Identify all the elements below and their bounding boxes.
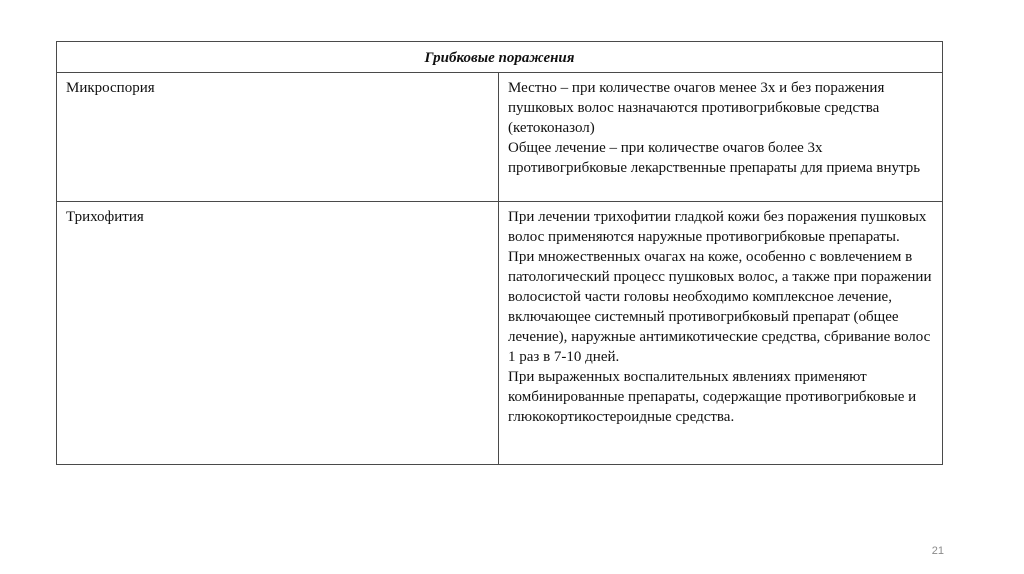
fungal-lesions-table (56, 41, 943, 465)
page-number: 21 (931, 545, 944, 557)
treatment-paragraph: При выраженных воспалительных явлениях применяют комбинированные препараты, содержащие противогрибковые и глюкокортикостероидные средства. (508, 369, 917, 425)
table-row (57, 73, 943, 202)
table-row (57, 202, 943, 465)
disease-cell (57, 73, 499, 202)
table-title: Грибковые поражения (424, 50, 575, 66)
treatment-paragraph: Местно – при количестве очагов менее 3х и без поражения пушковых волос назначаются противогрибковые средства (кетоконазол) (508, 80, 885, 136)
treatment-paragraph: Общее лечение – при количестве очагов более 3х противогрибковые лекарственные препараты для приема внутрь (508, 140, 921, 176)
table-header-row (57, 42, 943, 73)
treatment-cell (499, 73, 943, 202)
treatment-paragraph: При лечении трихофитии гладкой кожи без поражения пушковых волос применяются наружные противогрибковые препараты. (508, 209, 927, 245)
disease-cell (57, 202, 499, 465)
disease-name: Микроспория (66, 80, 155, 96)
treatment-paragraph: При множественных очагах на коже, особенно с вовлечением в патологический процесс пушковых волос, а также при поражении волосистой части головы необходимо комплексное лечение, включающее системный противогрибковый препарат (общее лечение), наружные антимикотические средства, сбривание волос 1 раз в 7-10 дней. (508, 249, 932, 365)
treatment-cell (499, 202, 943, 465)
table-title-cell (57, 42, 943, 73)
disease-name: Трихофития (66, 209, 144, 225)
